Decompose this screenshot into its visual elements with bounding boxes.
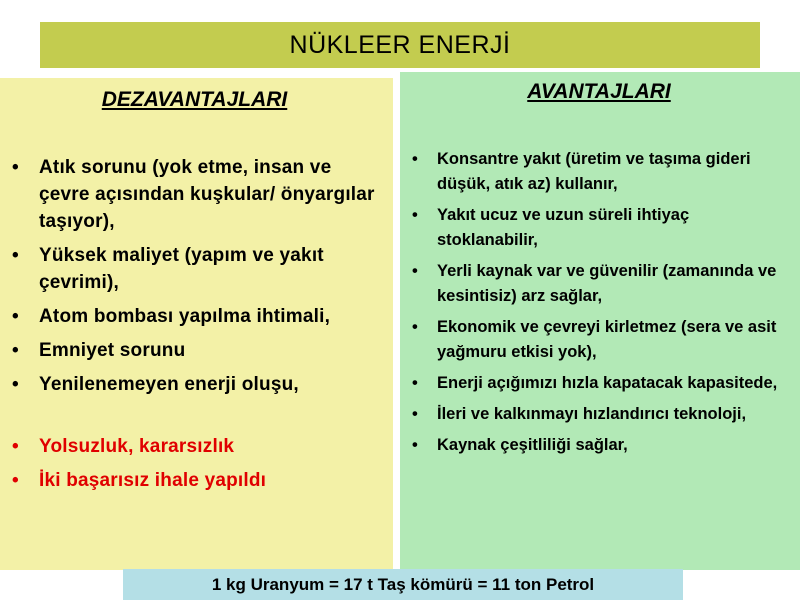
list-item-text: Kaynak çeşitliliği sağlar,	[437, 436, 628, 454]
list-item	[12, 154, 377, 235]
disadvantages-list	[12, 154, 377, 494]
list-item-text: Yerli kaynak var ve güvenilir (zamanında ve kesintisiz) arz sağlar,	[437, 262, 777, 305]
list-item-text: Enerji açığımızı hızla kapatacak kapasitede,	[437, 374, 778, 392]
list-item	[12, 337, 377, 364]
bullet-icon: •	[412, 374, 418, 392]
list-item-text: Yenilenemeyen enerji oluşu,	[39, 374, 299, 395]
bullet-icon: •	[412, 405, 418, 423]
list-item-highlight	[12, 433, 377, 460]
list-item-text: Ekonomik ve çevreyi kirletmez (sera ve asit yağmuru etkisi yok),	[437, 318, 777, 361]
advantages-panel	[400, 72, 800, 570]
list-item	[412, 433, 786, 458]
list-item	[12, 242, 377, 296]
list-item-text: Yakıt ucuz ve uzun süreli ihtiyaç stoklanabilir,	[437, 206, 690, 249]
disadvantages-heading: DEZAVANTAJLARI	[101, 88, 288, 111]
list-item	[412, 147, 786, 197]
slide-title	[40, 22, 760, 68]
advantages-list	[412, 147, 786, 458]
slide-title-text: NÜKLEER ENERJİ	[289, 30, 511, 59]
bullet-icon: •	[12, 340, 19, 361]
list-item	[412, 402, 786, 427]
list-item-text: Atık sorunu (yok etme, insan ve çevre açısından kuşkular/ önyargılar taşıyor),	[39, 157, 375, 232]
bullet-icon: •	[12, 436, 19, 457]
bullet-icon: •	[412, 262, 418, 280]
list-item-text: Yolsuzluk, kararsızlık	[39, 436, 235, 457]
list-item	[412, 315, 786, 365]
bullet-icon: •	[12, 245, 19, 266]
list-item	[412, 203, 786, 253]
list-item	[412, 371, 786, 396]
bullet-icon: •	[12, 306, 19, 327]
conversion-footer-text: 1 kg Uranyum = 17 t Taş kömürü = 11 ton Petrol	[211, 574, 595, 594]
list-item-text: Atom bombası yapılma ihtimali,	[39, 306, 331, 327]
bullet-icon: •	[412, 436, 418, 454]
list-item-highlight	[12, 467, 377, 494]
bullet-icon: •	[412, 318, 418, 336]
list-item-text: Emniyet sorunu	[39, 340, 186, 361]
list-item-text: İleri ve kalkınmayı hızlandırıcı teknoloji,	[437, 405, 747, 423]
disadvantages-panel	[0, 78, 393, 570]
list-item-text: Yüksek maliyet (yapım ve yakıt çevrimi),	[39, 245, 324, 293]
bullet-icon: •	[12, 470, 19, 491]
bullet-icon: •	[12, 157, 19, 178]
advantages-heading: AVANTAJLARI	[527, 80, 671, 103]
list-item-text: Konsantre yakıt (üretim ve taşıma gideri düşük, atık az) kullanır,	[437, 150, 751, 193]
list-item-text: İki başarısız ihale yapıldı	[39, 470, 267, 491]
list-item	[12, 303, 377, 330]
bullet-icon: •	[412, 150, 418, 168]
list-item	[12, 371, 377, 398]
conversion-footer	[123, 569, 683, 600]
bullet-icon: •	[12, 374, 19, 395]
bullet-icon: •	[412, 206, 418, 224]
list-item	[412, 259, 786, 309]
